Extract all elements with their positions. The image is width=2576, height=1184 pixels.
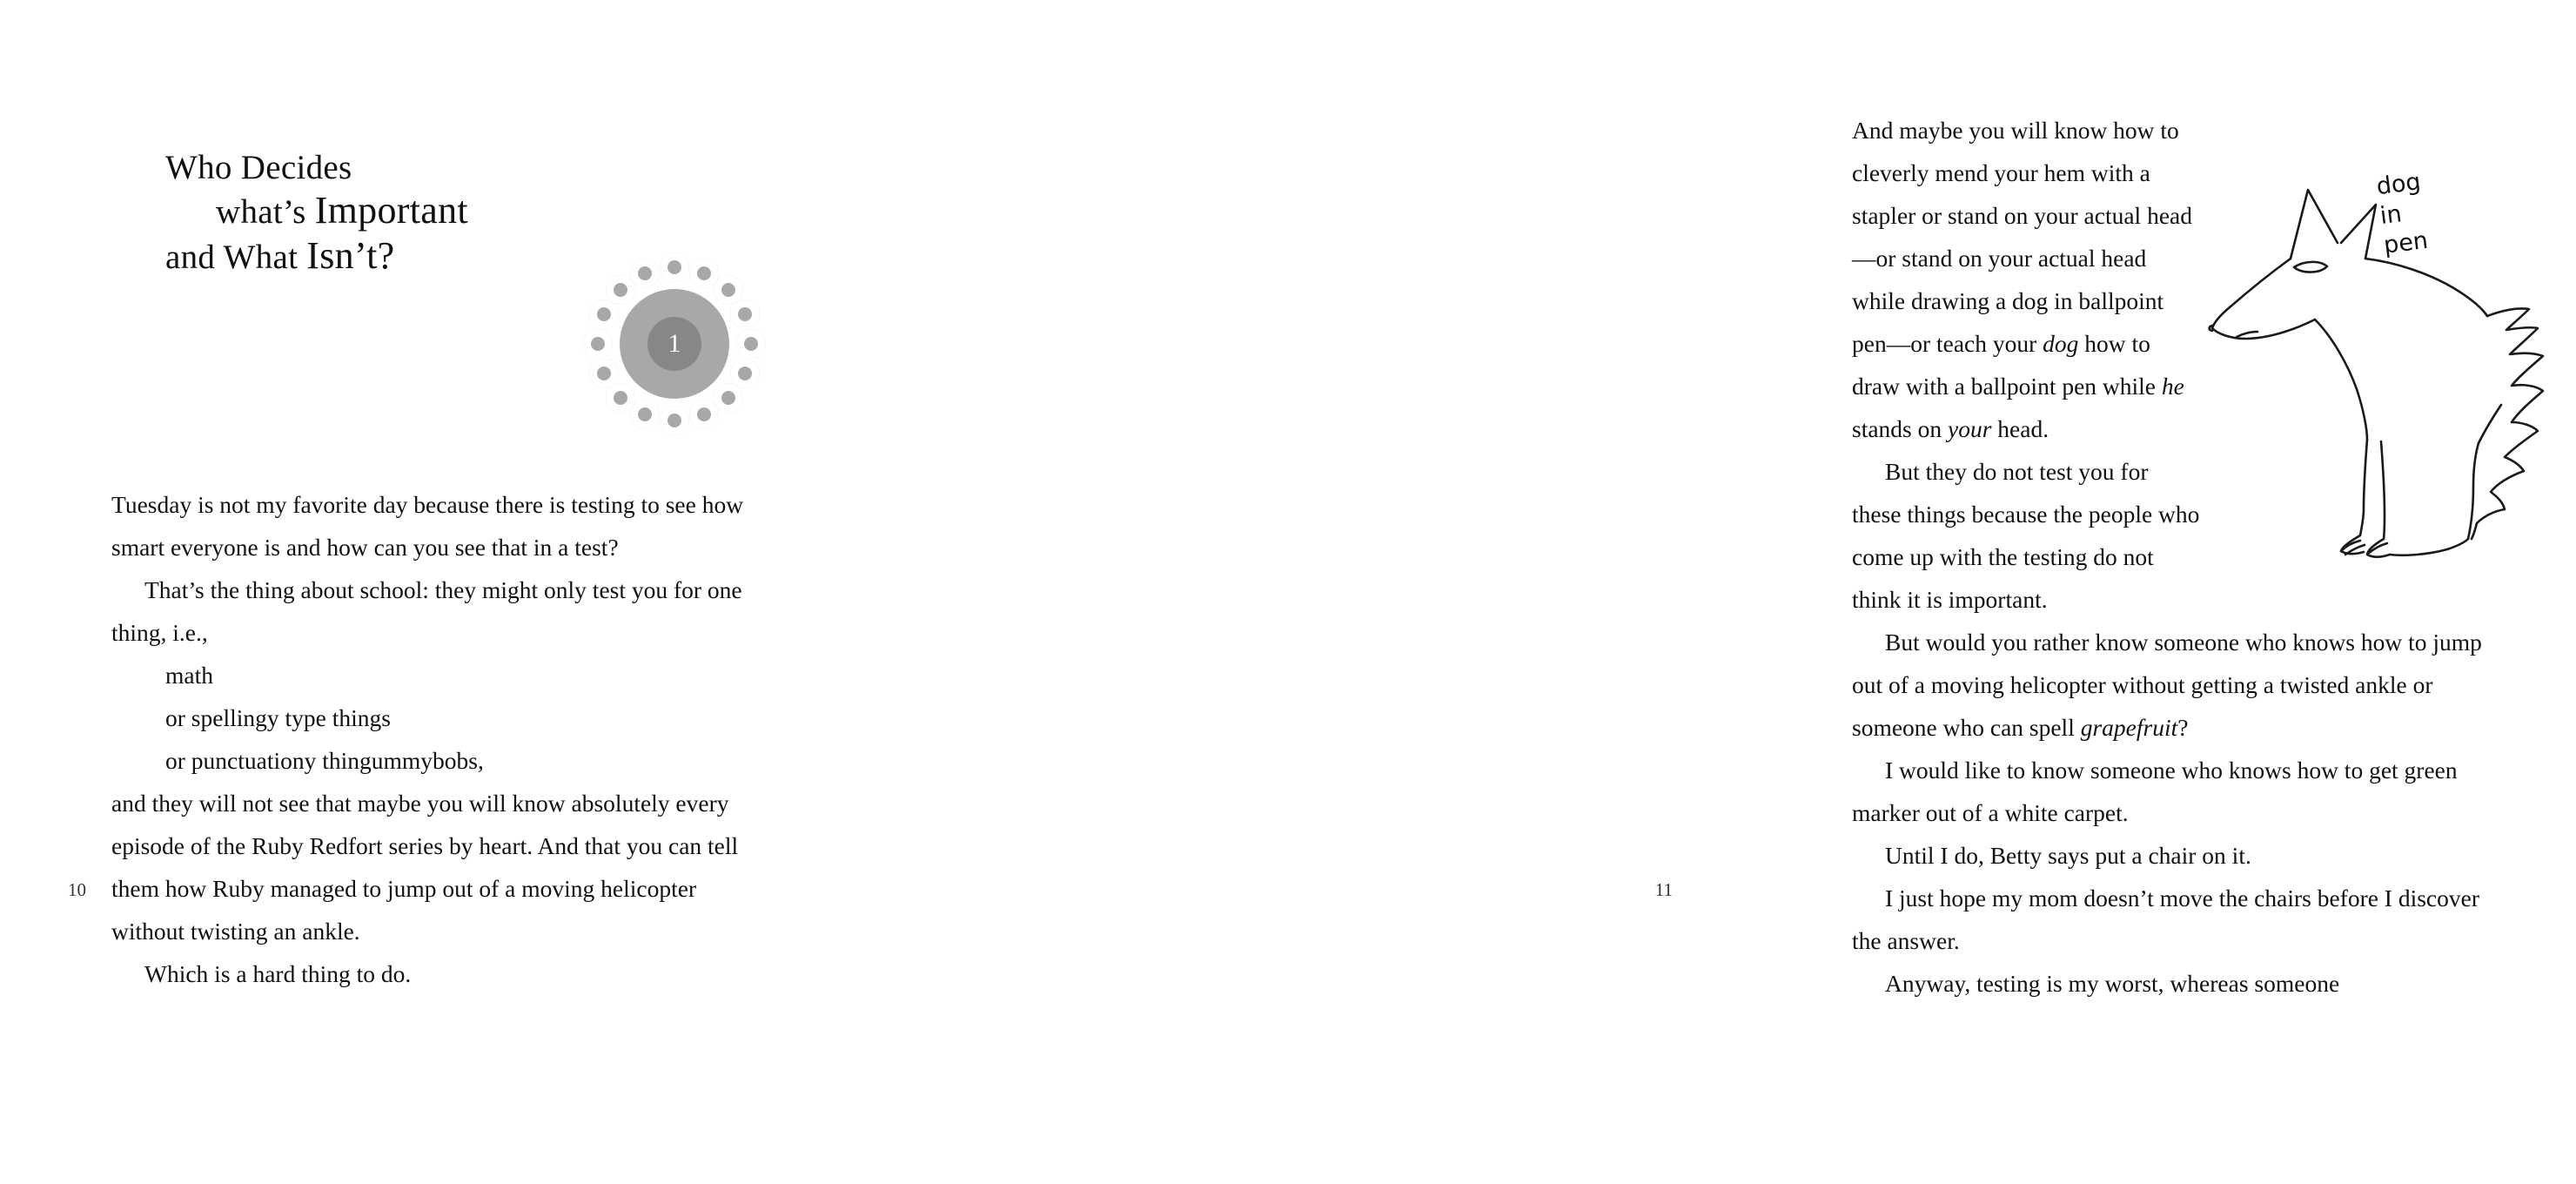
emphasis: your — [1948, 415, 1992, 442]
paragraph — [1852, 621, 2496, 749]
chapter-title-line-2 — [165, 188, 653, 233]
paragraph: That’s the thing about school: they might only test you for one thing, i.e., — [111, 576, 742, 646]
chapter-title-line-2-big: Important — [314, 189, 468, 232]
badge-petal-16 — [630, 259, 660, 288]
paragraph-part: stands on — [1852, 415, 1948, 442]
chapter-title-line-3-small: and What — [165, 238, 307, 276]
chapter-title-line-3-big: Isn’t? — [306, 233, 395, 277]
badge-petal-8 — [689, 400, 719, 429]
paragraph-part: head. — [1991, 415, 2049, 442]
paragraph: But they do not test you for these things because the people who come up with the testing do not think it is important. — [1852, 458, 2200, 613]
illustration-text-wrap — [2200, 109, 2496, 422]
badge-petal-7 — [714, 383, 743, 413]
chapter-number: 1 — [647, 317, 701, 371]
emphasis: grapefruit — [2080, 714, 2178, 741]
paragraph: Tuesday is not my favorite day because there is testing to see how smart everyone is and how can you see that in a test? — [111, 491, 744, 561]
chapter-number-badge — [570, 244, 779, 444]
list-line: math — [165, 662, 213, 689]
paragraph — [1852, 109, 2496, 450]
list-line: or punctuationy thingummybobs, — [165, 747, 484, 774]
right-page — [870, 0, 2482, 1184]
list-line: or spellingy type things — [165, 704, 391, 731]
badge-petal-10 — [630, 400, 660, 429]
badge-petal-5 — [736, 329, 766, 359]
badge-petal-11 — [606, 383, 635, 413]
page-number-right: 11 — [1654, 879, 1673, 900]
emphasis: he — [2161, 373, 2184, 400]
left-page-body — [111, 483, 751, 995]
emphasis: dog — [2043, 330, 2079, 357]
paragraph: and they will not see that maybe you will know absolutely every episode of the Ruby Redfort series by heart. And that you can tell them how Ruby managed to jump out of a moving helicopter without twisting an ankle. — [111, 790, 739, 945]
paragraph: Until I do, Betty says put a chair on it. — [1885, 842, 2251, 869]
chapter-title-line-1: Who Decides — [165, 149, 352, 186]
dog-in-pen-label: dog in pen — [2375, 168, 2430, 259]
paragraph-part: how to draw with a ballpoint pen while — [1852, 330, 2162, 400]
paragraph-part: ? — [2177, 714, 2189, 741]
chapter-title-line-2-small: what’s — [216, 193, 315, 232]
badge-petal-13 — [583, 329, 613, 359]
badge-petal-14 — [589, 299, 619, 329]
paragraph: Which is a hard thing to do. — [144, 960, 412, 987]
left-page — [0, 0, 870, 1184]
paragraph-part: And maybe you will know how to cleverly mend your hem with a stapler or stand on your actual head—or stand on your actual head while drawing a dog in ballpoint pen—or teach your — [1852, 117, 2192, 357]
badge-petal-1 — [660, 252, 689, 282]
paragraph-part: But would you rather know someone who knows how to jump out of a moving helicopter without getting a twisted ankle or someone who can spell — [1852, 629, 2482, 741]
paragraph: Anyway, testing is my worst, whereas someone — [1885, 970, 2340, 997]
paragraph: I just hope my mom doesn’t move the chairs before I discover the answer. — [1852, 885, 2480, 954]
badge-petal-9 — [660, 406, 689, 435]
paragraph: I would like to know someone who knows how to get green marker out of a white carpet. — [1852, 757, 2458, 826]
page-number-left: 10 — [68, 879, 86, 900]
badge-petal-12 — [589, 359, 619, 388]
badge-petal-4 — [730, 299, 760, 329]
